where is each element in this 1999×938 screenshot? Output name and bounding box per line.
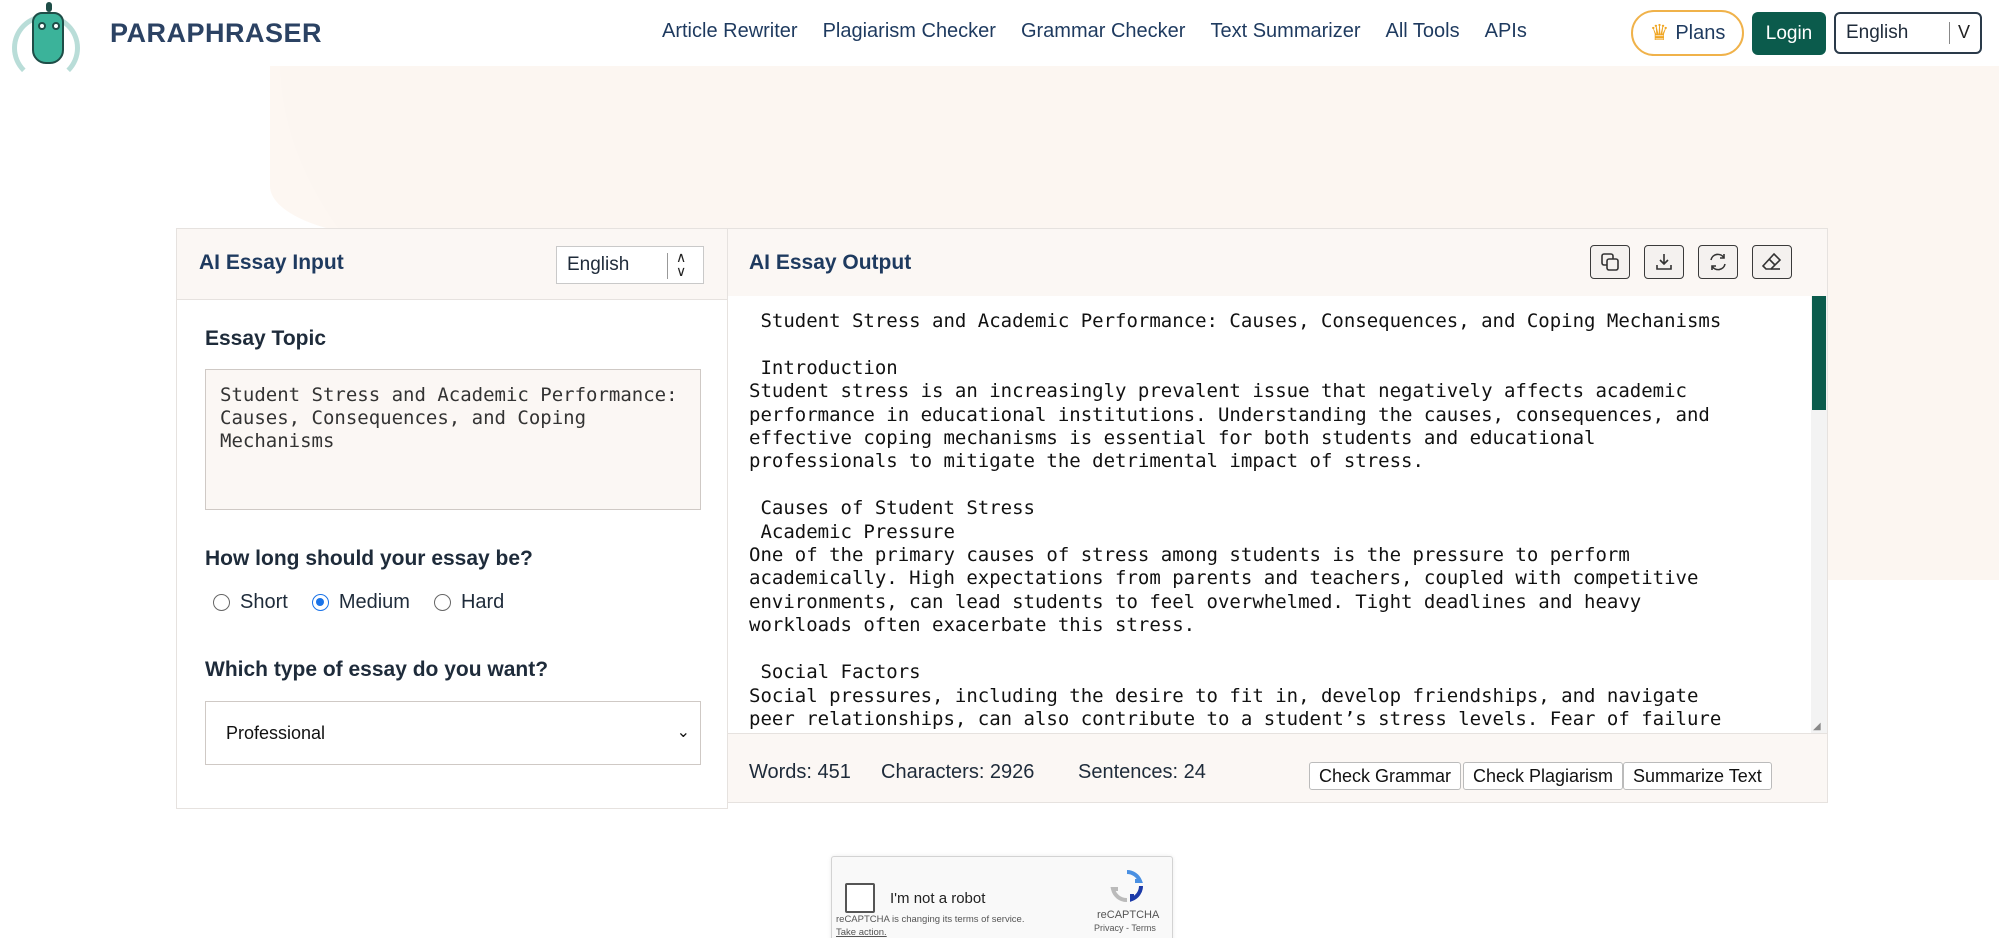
output-line: performance in educational institutions. Understanding the causes, consequences, and [749, 403, 1710, 426]
output-line: academically. High expectations from parents and teachers, coupled with competitive [749, 567, 1699, 590]
radio-short-label: Short [240, 591, 288, 613]
recaptcha-widget [831, 856, 1173, 938]
recaptcha-notice [836, 913, 1024, 938]
word-count: Words: 451 [749, 761, 851, 783]
output-line: professionals to mitigate the detrimental impact of stress. [749, 450, 1424, 473]
summarize-text-button[interactable]: Summarize Text [1623, 762, 1772, 790]
essay-input-panel [176, 228, 728, 809]
nav-grammar-checker[interactable]: Grammar Checker [1020, 20, 1186, 42]
logo-icon[interactable] [10, 2, 84, 66]
output-line: One of the primary causes of stress among students is the pressure to perform [749, 544, 1630, 567]
download-icon [1654, 252, 1674, 272]
essay-writer-card [176, 228, 1828, 808]
output-panel-header [728, 229, 1827, 296]
length-label: How long should your essay be? [205, 547, 533, 570]
login-button[interactable]: Login [1752, 12, 1826, 55]
input-panel-title: AI Essay Input [199, 251, 344, 274]
input-language-value: English [567, 254, 630, 275]
essay-output-text[interactable] [728, 296, 1811, 733]
recaptcha-brand: reCAPTCHA [1097, 909, 1160, 921]
output-line [749, 474, 1811, 497]
output-line: Student Stress and Academic Performance: Causes, Consequences, and Coping Mechanisms [749, 310, 1722, 332]
brand-name[interactable]: PARAPHRASER [110, 18, 323, 48]
output-line [749, 638, 1811, 661]
clear-button[interactable] [1752, 245, 1792, 279]
recaptcha-checkbox[interactable] [845, 883, 875, 913]
sentence-count: Sentences: 24 [1078, 761, 1206, 783]
plans-label: Plans [1675, 21, 1726, 44]
essay-type-select[interactable] [205, 701, 701, 765]
output-line [749, 333, 1811, 356]
character-count: Characters: 2926 [881, 761, 1035, 783]
crown-icon: ♛ [1649, 20, 1670, 45]
recaptcha-take-action-link[interactable]: Take action. [836, 927, 887, 938]
type-label: Which type of essay do you want? [205, 658, 549, 681]
main-nav [662, 20, 1552, 43]
radio-hard-label: Hard [460, 591, 505, 613]
copy-icon [1600, 252, 1620, 272]
site-language-select[interactable] [1834, 12, 1982, 54]
top-navbar [0, 0, 1999, 66]
output-line: peer relationships, can also contribute to a student’s stress levels. Fear of failure [749, 707, 1722, 730]
chevron-down-icon: V [1957, 22, 1970, 42]
output-line: workloads often exacerbate this stress. [749, 614, 1196, 637]
output-panel-title: AI Essay Output [749, 251, 912, 274]
updown-arrows-icon: ∧ ∨ [676, 249, 687, 279]
length-radio-group [213, 591, 528, 614]
radio-medium-label: Medium [338, 591, 410, 613]
nav-apis[interactable]: APIs [1484, 20, 1527, 42]
refresh-icon [1707, 251, 1729, 273]
nav-plagiarism-checker[interactable]: Plagiarism Checker [822, 20, 996, 42]
output-line: Social pressures, including the desire to fit in, develop friendships, and navigate [749, 684, 1699, 707]
nav-text-summarizer[interactable]: Text Summarizer [1210, 20, 1361, 42]
output-line: Academic Pressure [749, 520, 955, 543]
input-panel-header [177, 229, 727, 300]
nav-all-tools[interactable]: All Tools [1385, 20, 1460, 42]
chevron-down-icon: ⌄ [676, 724, 690, 741]
recaptcha-label: I'm not a robot [890, 890, 986, 907]
topic-label: Essay Topic [205, 327, 326, 350]
radio-short[interactable] [213, 594, 230, 611]
copy-button[interactable] [1590, 245, 1630, 279]
recaptcha-terms-link[interactable]: Privacy - Terms [1094, 923, 1156, 933]
input-language-select[interactable] [556, 246, 704, 284]
output-line: Social Factors [749, 661, 921, 684]
output-line: Causes of Student Stress [749, 497, 1035, 520]
output-line: environments, can lead students to feel overwhelmed. Tight deadlines and heavy [749, 590, 1642, 613]
output-scrollbar-thumb[interactable] [1812, 296, 1826, 410]
output-footer [728, 733, 1827, 802]
recaptcha-logo-icon [1110, 869, 1144, 903]
nav-article-rewriter[interactable]: Article Rewriter [662, 20, 798, 42]
site-language-value: English [1846, 22, 1909, 43]
essay-output-panel [727, 228, 1828, 803]
check-grammar-button[interactable]: Check Grammar [1309, 762, 1461, 790]
radio-medium[interactable] [312, 594, 329, 611]
radio-hard[interactable] [434, 594, 451, 611]
essay-topic-input[interactable]: Student Stress and Academic Performance: Causes, Consequences, and Coping Mechanisms [205, 369, 701, 510]
resize-handle-icon[interactable]: ◢ [1813, 721, 1821, 732]
output-line: Student stress is an increasingly prevalent issue that negatively affects academic [749, 380, 1687, 403]
essay-type-value: Professional [226, 722, 326, 743]
eraser-icon [1761, 251, 1783, 273]
recaptcha-notice-text: reCAPTCHA is changing its terms of service. [836, 914, 1025, 925]
regenerate-button[interactable] [1698, 245, 1738, 279]
output-line: Introduction [749, 356, 898, 379]
check-plagiarism-button[interactable]: Check Plagiarism [1463, 762, 1623, 790]
output-line: effective coping mechanisms is essential for both students and educational [749, 427, 1596, 450]
download-button[interactable] [1644, 245, 1684, 279]
plans-button[interactable] [1631, 10, 1744, 56]
